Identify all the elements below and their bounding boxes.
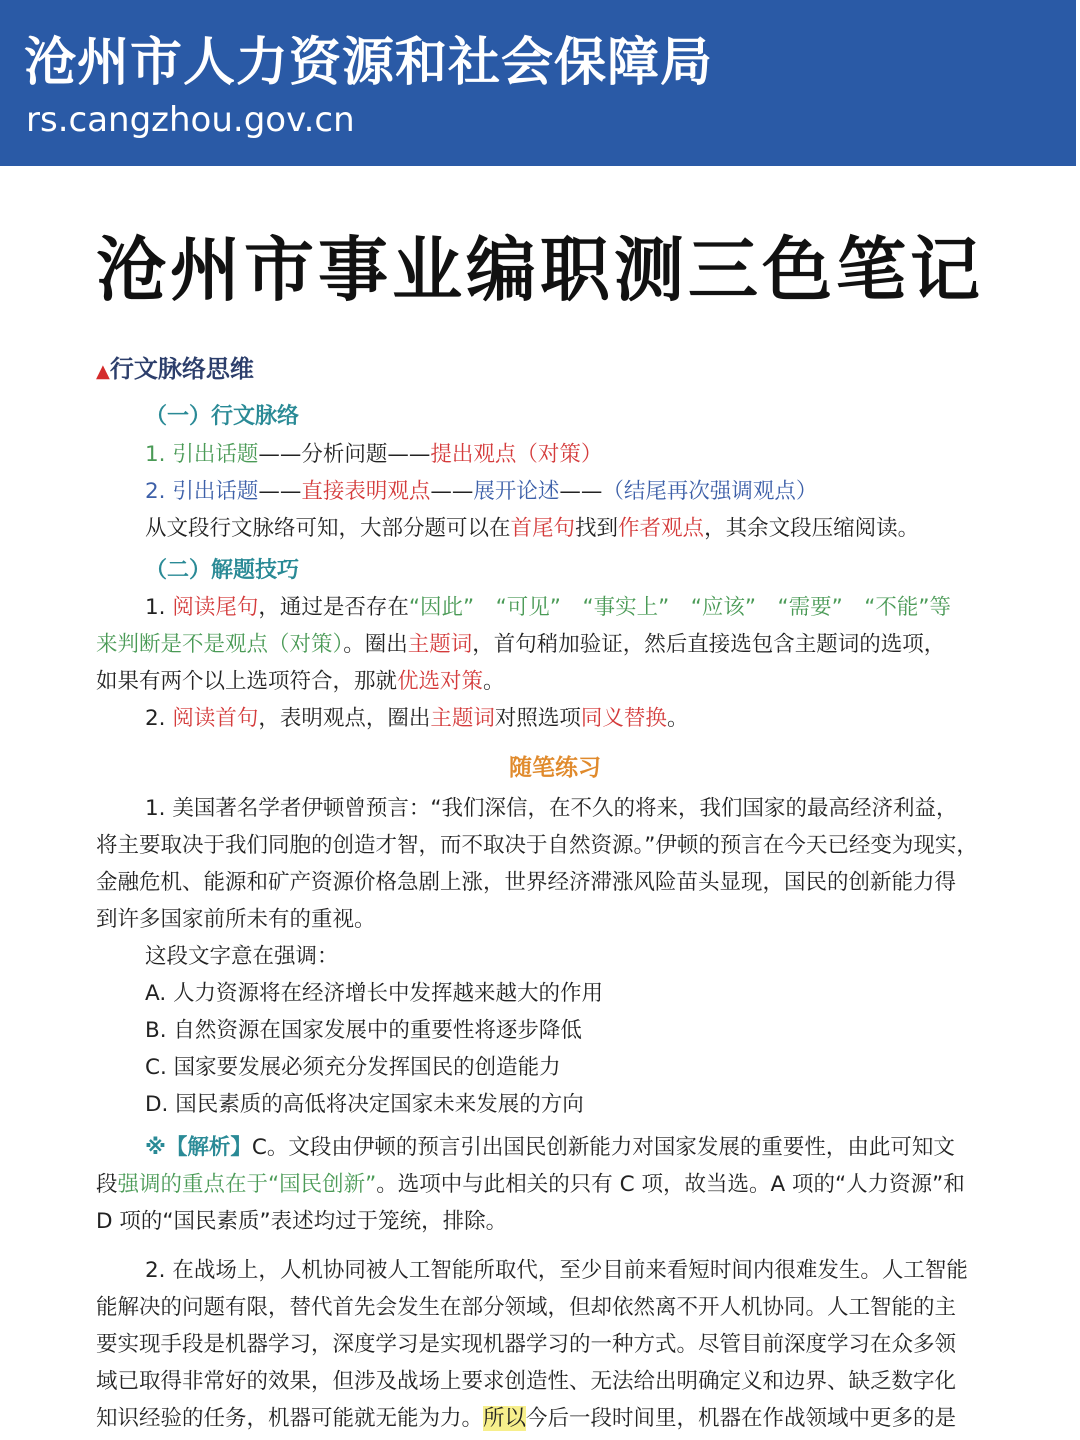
text-segment: ，表明观点，圈出 bbox=[258, 706, 431, 731]
triangle-icon: ▲ bbox=[96, 361, 110, 382]
text-segment: 阅读首句 bbox=[172, 706, 259, 731]
q2-text-line: 2. 在战场上，人机协同被人工智能所取代，至少目前来看短时间内很难发生。人工智能 bbox=[145, 1258, 968, 1283]
text-segment: 1. 引出话题 bbox=[145, 442, 259, 467]
text-segment: 2. 引出话题 bbox=[145, 479, 259, 504]
text-segment: 提出观点（对策） bbox=[430, 442, 603, 467]
subsection-heading-2: （二）解题技巧 bbox=[145, 558, 300, 583]
tip-1-line-1 bbox=[145, 593, 951, 623]
q1-analysis-line-3: D 项的“国民素质”表述均过于笼统，排除。 bbox=[96, 1209, 508, 1234]
q1-text-line: 1. 美国著名学者伊顿曾预言：“我们深信，在不久的将来，我们国家的最高经济利益， bbox=[145, 796, 958, 821]
text-segment: 。 bbox=[483, 669, 505, 694]
q1-text-line: 金融危机、能源和矿产资源价格急剧上涨，世界经济滞涨风险苗头显现，国民的创新能力得 bbox=[96, 870, 957, 895]
text-segment: 作者观点 bbox=[618, 516, 705, 541]
text-segment: （结尾再次强调观点） bbox=[602, 479, 818, 504]
text-segment: 分析问题 bbox=[301, 442, 388, 467]
q1-option-a: A. 人力资源将在经济增长中发挥越来越大的作用 bbox=[145, 981, 604, 1006]
text-segment: —— bbox=[430, 479, 474, 504]
tip-2 bbox=[145, 704, 688, 734]
text-segment: 对照选项 bbox=[494, 706, 581, 731]
text-segment: —— bbox=[258, 479, 302, 504]
section-heading bbox=[96, 353, 254, 388]
analysis-label: ※【解析】 bbox=[145, 1135, 252, 1160]
q2-text-line: 能解决的问题有限，替代首先会发生在部分领域，但却依然离不开人机协同。人工智能的主 bbox=[96, 1295, 957, 1320]
text-segment: —— bbox=[258, 442, 302, 467]
section-title: 行文脉络思维 bbox=[109, 355, 254, 383]
q1-stem: 这段文字意在强调： bbox=[145, 944, 339, 969]
text-segment: 来判断是不是观点（对策） bbox=[96, 632, 344, 657]
text-segment: 段 bbox=[96, 1172, 118, 1197]
q1-option-b: B. 自然资源在国家发展中的重要性将逐步降低 bbox=[145, 1018, 582, 1043]
text-segment: 2. bbox=[145, 706, 173, 731]
org-name: 沧州市人力资源和社会保障局 bbox=[24, 33, 714, 93]
q2-text-line: 要实现手段是机器学习，深度学习是实现机器学习的一种方式。尽管目前深度学习在众多领 bbox=[96, 1332, 957, 1357]
structure-summary bbox=[145, 514, 919, 544]
text-segment: 。 bbox=[666, 706, 689, 731]
site-url[interactable]: rs.cangzhou.gov.cn bbox=[26, 100, 355, 140]
text-segment: 主题词 bbox=[407, 632, 473, 657]
text-segment: “因此” “可见” “事实上” “应该” “需要” “不能”等 bbox=[408, 595, 952, 620]
tip-1-line-3 bbox=[96, 667, 505, 697]
text-segment: 直接表明观点 bbox=[301, 479, 431, 504]
subsection-heading-1: （一）行文脉络 bbox=[145, 404, 300, 429]
text-segment: 今后一段时间里，机器在作战领域中更多的是 bbox=[526, 1406, 957, 1431]
text-segment: 。选项中与此相关的只有 C 项，故当选。A 项的“人力资源”和 bbox=[376, 1172, 965, 1197]
text-segment: 首尾句 bbox=[510, 516, 576, 541]
text-segment: 展开论述 bbox=[473, 479, 560, 504]
text-segment: 1. bbox=[145, 595, 173, 620]
q1-analysis-line-1 bbox=[145, 1133, 955, 1163]
site-header-banner bbox=[0, 0, 1076, 166]
q1-analysis-line-2 bbox=[96, 1170, 965, 1200]
text-segment: 如果有两个以上选项符合，那就 bbox=[96, 669, 398, 694]
text-segment: 。圈出 bbox=[343, 632, 408, 657]
q2-text-line-last bbox=[96, 1404, 956, 1434]
highlighted-word: 所以 bbox=[483, 1406, 527, 1431]
text-segment: —— bbox=[559, 479, 603, 504]
q1-option-c: C. 国家要发展必须充分发挥国民的创造能力 bbox=[145, 1055, 561, 1080]
q1-option-d: D. 国民素质的高低将决定国家未来发展的方向 bbox=[145, 1092, 584, 1117]
document-title: 沧州市事业编职测三色笔记 bbox=[96, 229, 984, 311]
text-segment: C。文段由伊顿的预言引出国民创新能力对国家发展的重要性，由此可知文 bbox=[251, 1135, 955, 1160]
text-segment: 阅读尾句 bbox=[172, 595, 259, 620]
structure-line-2 bbox=[145, 477, 817, 507]
text-segment: 同义替换 bbox=[580, 706, 667, 731]
practice-title: 随笔练习 bbox=[509, 755, 601, 781]
q2-text-line: 域已取得非常好的效果，但涉及战场上要求创造性、无法给出明确定义和边界、缺乏数字化 bbox=[96, 1369, 957, 1394]
structure-line-1 bbox=[145, 440, 602, 470]
tip-1-line-2 bbox=[96, 630, 945, 660]
text-segment: —— bbox=[387, 442, 431, 467]
q1-text-line: 将主要取决于我们同胞的创造才智，而不取决于自然资源。”伊顿的预言在今天已经变为现实， bbox=[96, 833, 978, 858]
q1-text-line: 到许多国家前所未有的重视。 bbox=[96, 907, 376, 932]
text-segment: 找到 bbox=[575, 516, 619, 541]
text-segment: 主题词 bbox=[430, 706, 495, 731]
text-segment: 从文段行文脉络可知，大部分题可以在 bbox=[145, 516, 511, 541]
text-segment: 优选对策 bbox=[397, 669, 484, 694]
text-segment: 知识经验的任务，机器可能就无能为力。 bbox=[96, 1406, 484, 1431]
text-segment: 强调的重点在于“国民创新” bbox=[117, 1172, 377, 1197]
text-segment: ，其余文段压缩阅读。 bbox=[704, 516, 920, 541]
text-segment: ，首句稍加验证，然后直接选包含主题词的选项， bbox=[472, 632, 946, 657]
text-segment: ，通过是否存在 bbox=[258, 595, 409, 620]
